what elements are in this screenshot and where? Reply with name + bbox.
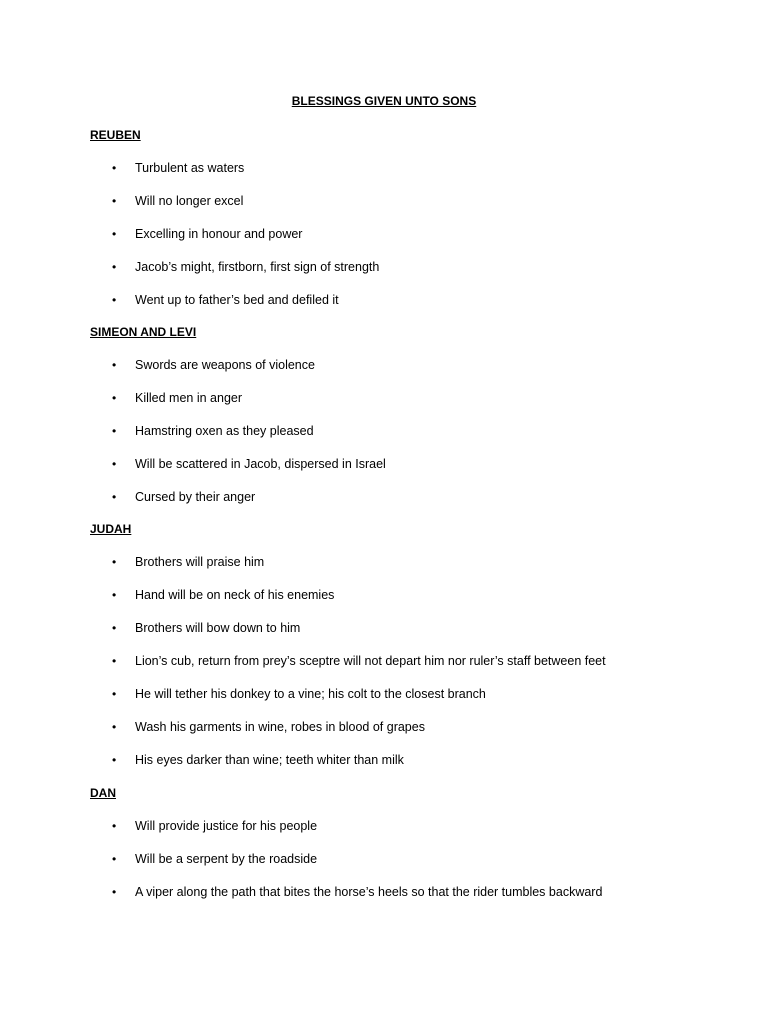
section-heading-simeon-and-levi: SIMEON AND LEVI — [90, 325, 197, 339]
list-item: • His eyes darker than wine; teeth whiter than milk — [112, 753, 404, 767]
bullet-icon: • — [112, 293, 117, 307]
bullet-icon: • — [112, 687, 117, 701]
bullet-icon: • — [112, 490, 117, 504]
section-heading-reuben: REUBEN — [90, 128, 141, 142]
bullet-icon: • — [112, 720, 117, 734]
list-item: • Cursed by their anger — [112, 490, 256, 504]
list-item: • He will tether his donkey to a vine; his colt to the closest branch — [112, 687, 486, 701]
bullet-icon: • — [112, 555, 117, 569]
list-item: • Will no longer excel — [112, 194, 244, 208]
bullet-icon: • — [112, 161, 117, 175]
bullet-icon: • — [112, 819, 117, 833]
bullet-list-judah — [90, 554, 690, 785]
section-reuben — [90, 127, 690, 325]
document-title: BLESSINGS GIVEN UNTO SONS — [291, 94, 477, 108]
bullet-icon: • — [112, 227, 117, 241]
bullet-list-simeon-and-levi — [90, 357, 690, 522]
list-item: • Lion’s cub, return from prey’s sceptre will not depart him nor ruler’s staff between feet — [112, 654, 606, 668]
section-heading-judah: JUDAH — [90, 522, 132, 536]
section-simeon-and-levi — [90, 324, 690, 522]
bullet-list-reuben — [90, 160, 690, 325]
list-item: • Killed men in anger — [112, 391, 243, 405]
bullet-icon: • — [112, 194, 117, 208]
bullet-icon: • — [112, 358, 117, 372]
list-item: • Will provide justice for his people — [112, 819, 318, 833]
bullet-icon: • — [112, 852, 117, 866]
bullet-icon: • — [112, 885, 117, 899]
list-item: • Swords are weapons of violence — [112, 358, 315, 372]
section-heading-dan: DAN — [90, 786, 116, 800]
section-dan — [90, 785, 690, 917]
bullet-icon: • — [112, 654, 117, 668]
bullet-icon: • — [112, 621, 117, 635]
bullet-icon: • — [112, 391, 117, 405]
list-item: • Brothers will praise him — [112, 555, 265, 569]
section-judah — [90, 521, 690, 785]
list-item: • Will be scattered in Jacob, dispersed in Israel — [112, 457, 386, 471]
bullet-icon: • — [112, 753, 117, 767]
list-item: • Jacob’s might, firstborn, first sign of strength — [112, 260, 380, 274]
list-item: • Hand will be on neck of his enemies — [112, 588, 335, 602]
bullet-list-dan — [90, 818, 690, 917]
bullet-icon: • — [112, 424, 117, 438]
list-item: • Wash his garments in wine, robes in blood of grapes — [112, 720, 425, 734]
list-item: • Turbulent as waters — [112, 161, 245, 175]
list-item: • Excelling in honour and power — [112, 227, 303, 241]
bullet-icon: • — [112, 588, 117, 602]
bullet-icon: • — [112, 260, 117, 274]
list-item: • Brothers will bow down to him — [112, 621, 301, 635]
list-item: • A viper along the path that bites the horse’s heels so that the rider tumbles backward — [112, 885, 603, 899]
bullet-icon: • — [112, 457, 117, 471]
list-item: • Hamstring oxen as they pleased — [112, 424, 314, 438]
list-item: • Will be a serpent by the roadside — [112, 852, 318, 866]
list-item: • Went up to father’s bed and defiled it — [112, 293, 339, 307]
